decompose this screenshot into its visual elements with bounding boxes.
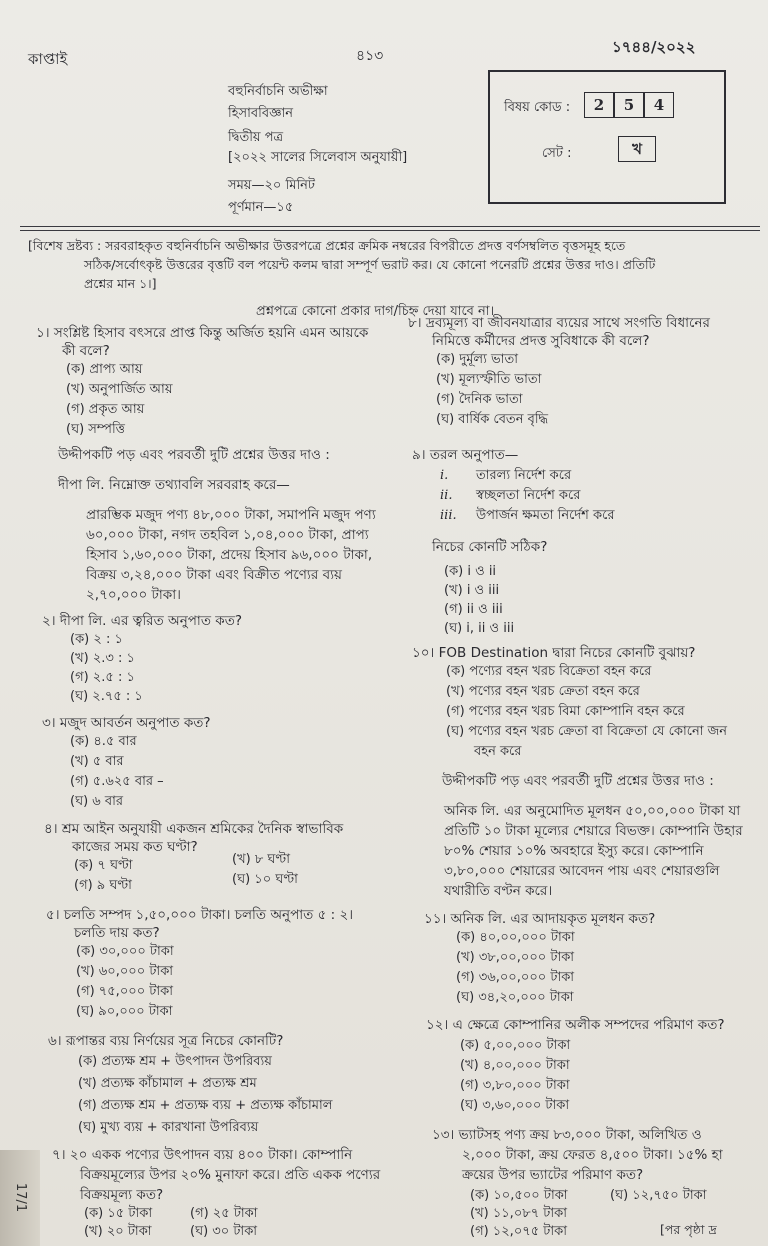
exam-time: সময়—২০ মিনিট <box>228 178 316 193</box>
option: (গ) ২.৫ : ১ <box>70 670 135 685</box>
subject-code <box>584 92 674 118</box>
question-stem: ২,০০০ টাকা, ক্রয় ফেরত ৪,৫০০ টাকা। ১৫% হা <box>462 1147 723 1163</box>
code-digit: 4 <box>644 92 674 118</box>
question-stem: বিক্রয়মূল্য কত? <box>80 1187 164 1203</box>
warning-note: প্রশ্নপত্রে কোনো প্রকার দাগ/চিহ্ন দেয়া যাবে না। <box>256 304 495 319</box>
subject-name: হিসাববিজ্ঞান <box>228 106 294 121</box>
option: (ঘ) ১০ ঘণ্টা <box>232 872 298 887</box>
stimulus-text: প্রারম্ভিক মজুদ পণ্য ৪৮,০০০ টাকা, সমাপনি মজুদ পণ্য <box>86 507 376 523</box>
question-stem: নিমিত্তে কর্মীদের প্রদত্ত সুবিধাকে কী বলে? <box>432 333 650 349</box>
option: (ক) ৪.৫ বার <box>70 734 137 749</box>
question-stem: ১। সংশ্লিষ্ট হিসাব বৎসরে প্রাপ্ত কিন্তু অর্জিত হয়নি এমন আয়কে <box>36 325 369 341</box>
stimulus-intro: উদ্দীপকটি পড় এবং পরবর্তী দুটি প্রশ্নের উত্তর দাও : <box>58 447 330 463</box>
stimulus-text: ৮০% শেয়ার ১০% অবহারে ইস্যু করে। কোম্পানি <box>444 843 704 859</box>
option: (গ) ৯ ঘণ্টা <box>74 878 132 893</box>
option: (ক) i ও ii <box>444 564 497 579</box>
option: (খ) অনুপার্জিত আয় <box>66 382 173 397</box>
option: (ঘ) ৩০ টাকা <box>190 1224 258 1239</box>
option: (খ) পণ্যের বহন খরচ ক্রেতা বহন করে <box>446 684 640 699</box>
statement-number: ii. <box>440 488 453 503</box>
option: (খ) ৩৮,০০,০০০ টাকা <box>456 950 575 965</box>
option: (গ) দৈনিক ভাতা <box>436 392 523 407</box>
option: (খ) প্রত্যক্ষ কাঁচামাল + প্রত্যক্ষ শ্রম <box>78 1076 257 1091</box>
stimulus-text: বিক্রয় ৩,২৪,০০০ টাকা এবং বিক্রীত পণ্যের ব্যয় <box>86 567 342 583</box>
question-stem: ১১। অনিক লি. এর আদায়কৃত মূলধন কত? <box>424 911 656 927</box>
option: (খ) ৫ বার <box>70 754 124 769</box>
option: (ক) দুর্মূল্য ভাতা <box>436 352 518 367</box>
option: (ক) প্রত্যক্ষ শ্রম + উৎপাদন উপরিব্যয় <box>78 1054 272 1069</box>
stimulus-text: ৬০,০০০ টাকা, নগদ তহবিল ১,০৪,০০০ টাকা, প্রাপ্য <box>86 527 369 543</box>
question-stem: ৬। রূপান্তর ব্যয় নির্ণয়ের সূত্র নিচের কোনটি? <box>48 1033 284 1049</box>
option: (ক) ৭ ঘণ্টা <box>74 858 133 873</box>
stimulus-text: অনিক লি. এর অনুমোদিত মূলধন ৫০,০০,০০০ টাকা যা <box>444 803 741 819</box>
option: (ঘ) ৩,৬০,০০০ টাকা <box>460 1098 570 1113</box>
option: (খ) ২.৩ : ১ <box>70 651 135 666</box>
code-box <box>488 70 726 204</box>
option: (গ) ২৫ টাকা <box>190 1206 258 1221</box>
stimulus-text: ২,৭০,০০০ টাকা। <box>86 587 181 603</box>
option: (গ) ii ও iii <box>444 602 503 617</box>
stimulus-text: ৩,৮০,০০০ শেয়ারের আবেদন পায় এবং শেয়ারগুলি <box>444 863 720 879</box>
statement-text: তারল্য নির্দেশ করে <box>476 468 572 483</box>
exam-year: ১৭৪৪/২০২২ <box>612 38 696 56</box>
option: (ঘ) ৩৪,২০,০০০ টাকা <box>456 990 574 1005</box>
question-stem: ৩। মজুদ আবর্তন অনুপাত কত? <box>42 715 211 731</box>
question-stem: ১০। FOB Destination দ্বারা নিচের কোনটি বুঝায়? <box>412 645 696 661</box>
question-stem: ৭। ২০ একক পণ্যের উৎপাদন ব্যয় ৪০০ টাকা। কোম্পানি <box>52 1147 353 1163</box>
instruction-line: প্রশ্নের মান ১।] <box>84 276 157 291</box>
option: (খ) ৪,০০,০০০ টাকা <box>460 1058 570 1073</box>
code-digit: 2 <box>584 92 614 118</box>
question-stem: ক্রয়ের উপর ভ্যাটের পরিমাণ কত? <box>462 1167 644 1183</box>
question-stem: ১২। এ ক্ষেত্রে কোম্পানির অলীক সম্পদের পরিমাণ কত? <box>426 1017 725 1033</box>
option: (গ) ৫.৬২৫ বার – <box>70 774 164 789</box>
stimulus-text: প্রতিটি ১০ টাকা মূল্যের শেয়ারে বিভক্ত। কোম্পানি উহার <box>444 823 743 839</box>
stimulus-text: হিসাব ১,৬০,০০০ টাকা, প্রদেয় হিসাব ৯৬,০০০ টাকা, <box>86 547 373 563</box>
question-stem: কী বলে? <box>62 343 110 359</box>
option: (গ) ৭৫,০০০ টাকা <box>76 984 174 999</box>
instruction-line: সঠিক/সর্বোৎকৃষ্ট উত্তরের বৃত্তটি বল পয়েন্ট কলম দ্বারা সম্পূর্ণ ভরাট কর। যে কোনো পনেরটি প্রশ্নের উত্তর দাও। প্রতিটি <box>84 257 656 272</box>
option: (গ) প্রত্যক্ষ শ্রম + প্রত্যক্ষ ব্যয় + প্রত্যক্ষ কাঁচামাল <box>78 1098 333 1113</box>
option: (ঘ) ৯০,০০০ টাকা <box>76 1004 173 1019</box>
district-label: কাপ্তাই <box>28 50 68 68</box>
option: (ঘ) ১২,৭৫০ টাকা <box>610 1188 707 1203</box>
subject-code-label: বিষয় কোড : <box>504 100 571 115</box>
option: (ক) ২ : ১ <box>70 632 123 647</box>
option: (ঘ) মুখ্য ব্যয় + কারখানা উপরিব্যয় <box>78 1120 259 1135</box>
stimulus-intro: উদ্দীপকটি পড় এবং পরবর্তী দুটি প্রশ্নের উত্তর দাও : <box>442 773 714 789</box>
option: (ক) পণ্যের বহন খরচ বিক্রেতা বহন করে <box>446 664 652 679</box>
question-stem: ৫। চলতি সম্পদ ১,৫০,০০০ টাকা। চলতি অনুপাত ৫ : ২। <box>46 907 354 923</box>
question-stem: ২। দীপা লি. এর ত্বরিত অনুপাত কত? <box>42 613 243 629</box>
option: (ঘ) ২.৭৫ : ১ <box>70 689 143 704</box>
option-continued: বহন করে <box>474 744 522 759</box>
option: (ঘ) i, ii ও iii <box>444 621 515 636</box>
statement-text: স্বচ্ছলতা নির্দেশ করে <box>476 488 581 503</box>
option: (ক) ৩০,০০০ টাকা <box>76 944 174 959</box>
option: (খ) ৮ ঘণ্টা <box>232 852 290 867</box>
page-number: ৪১৩ <box>356 48 384 64</box>
option: (ঘ) বার্ষিক বেতন বৃদ্ধি <box>436 412 549 427</box>
question-stem: ১৩। ভ্যাটসহ পণ্য ক্রয় ৮৩,০০০ টাকা, অলিখিত ও <box>432 1127 702 1143</box>
edge-date: 17/1 <box>13 1182 29 1213</box>
exam-type: বহুনির্বাচনি অভীক্ষা <box>228 84 328 99</box>
divider <box>20 230 760 231</box>
option: (খ) ২০ টাকা <box>84 1224 152 1239</box>
question-stem: ৯। তরল অনুপাত— <box>412 447 519 463</box>
option: (ক) প্রাপ্য আয় <box>66 362 143 377</box>
exam-marks: পূর্ণমান—১৫ <box>228 200 294 215</box>
question-ask: নিচের কোনটি সঠিক? <box>432 539 548 555</box>
syllabus-note: [২০২২ সালের সিলেবাস অনুযায়ী] <box>228 150 408 165</box>
code-digit: 5 <box>614 92 644 118</box>
stimulus-text: দীপা লি. নিম্নোক্ত তথ্যাবলি সরবরাহ করে— <box>58 477 290 493</box>
option: (খ) ৬০,০০০ টাকা <box>76 964 174 979</box>
statement-number: i. <box>440 468 449 483</box>
option: (ক) ৪০,০০,০০০ টাকা <box>456 930 575 945</box>
question-stem: বিক্রয়মূল্যের উপর ২০% মুনাফা করে। প্রতি একক পণ্যের <box>80 1167 381 1183</box>
option: (গ) ১২,০৭৫ টাকা <box>470 1224 568 1239</box>
option: (খ) i ও iii <box>444 583 500 598</box>
option: (গ) ৩৬,০০,০০০ টাকা <box>456 970 575 985</box>
option: (ঘ) সম্পত্তি <box>66 422 125 437</box>
option: (গ) ৩,৮০,০০০ টাকা <box>460 1078 570 1093</box>
option: (ক) ৫,০০,০০০ টাকা <box>460 1038 571 1053</box>
continued-note: [পর পৃষ্ঠা দ্র <box>660 1222 717 1237</box>
option: (ক) ১৫ টাকা <box>84 1206 153 1221</box>
option: (খ) ১১,০৮৭ টাকা <box>470 1206 568 1221</box>
statement-text: উপার্জন ক্ষমতা নির্দেশ করে <box>476 508 615 523</box>
option: (ঘ) ৬ বার <box>70 794 124 809</box>
question-stem: ৪। শ্রম আইন অনুযায়ী একজন শ্রমিকের দৈনিক স্বাভাবিক <box>44 821 344 837</box>
option: (ক) ১০,৫০০ টাকা <box>470 1188 568 1203</box>
question-stem: ৮। দ্রব্যমূল্য বা জীবনযাত্রার ব্যয়ের সাথে সংগতি বিধানের <box>408 315 710 331</box>
set-value: খ <box>618 136 656 162</box>
option: (গ) প্রকৃত আয় <box>66 402 145 417</box>
statement-number: iii. <box>440 508 457 523</box>
set-label: সেট : <box>542 146 572 161</box>
instruction-line: [বিশেষ দ্রষ্টব্য : সরবরাহকৃত বহুনির্বাচনি অভীক্ষার উত্তরপত্রে প্রশ্নের ক্রমিক নম্বরের বিপরীতে প্রদত্ত বর্ণসম্বলিত বৃত্তসমূহ হতে <box>28 238 626 253</box>
stimulus-text: যথারীতি বণ্টন করে। <box>444 883 553 899</box>
question-stem: কাজের সময় কত ঘণ্টা? <box>72 839 198 855</box>
paper-name: দ্বিতীয় পত্র <box>228 130 284 145</box>
option: (খ) মূল্যস্ফীতি ভাতা <box>436 372 542 387</box>
option: (গ) পণ্যের বহন খরচ বিমা কোম্পানি বহন করে <box>446 704 685 719</box>
option: (ঘ) পণ্যের বহন খরচ ক্রেতা বা বিক্রেতা যে কোনো জন <box>446 724 728 739</box>
question-stem: চলতি দায় কত? <box>74 925 160 941</box>
divider <box>20 226 760 227</box>
